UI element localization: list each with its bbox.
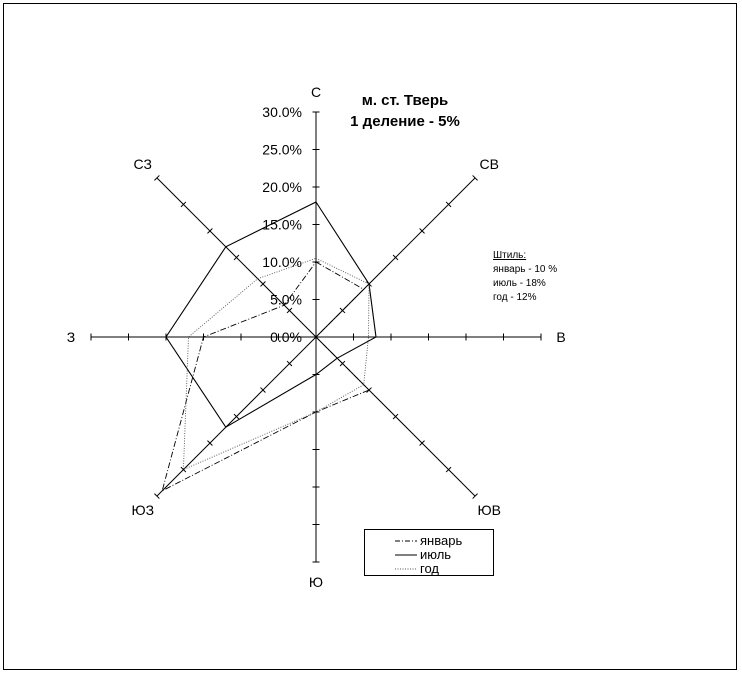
direction-label-6: З — [66, 329, 76, 345]
direction-label-5: ЮЗ — [131, 502, 155, 519]
tick-label: 5.0% — [270, 291, 302, 308]
legend-label-year: год — [420, 561, 439, 576]
tick-label: 30.0% — [262, 104, 302, 120]
calm-header: Штиль: — [493, 250, 527, 261]
tick-label: 10.0% — [262, 254, 302, 270]
chart-title-line1: м. ст. Тверь — [361, 92, 449, 109]
tick-label: 20.0% — [262, 179, 302, 195]
direction-label-7: СЗ — [133, 155, 152, 172]
calm-info — [493, 249, 557, 305]
series-line-1 — [166, 202, 376, 427]
chart-title-line2: 1 деление - 5% — [350, 113, 460, 130]
series-line-2 — [183, 258, 369, 469]
calm-july: июль - 18% — [493, 278, 546, 289]
legend-item-january — [365, 534, 493, 548]
tick-label: 25.0% — [262, 141, 302, 158]
legend-label-july: июль — [420, 547, 452, 562]
direction-label-2: В — [556, 329, 566, 345]
tick-label: 15.0% — [262, 216, 302, 233]
legend-item-july — [365, 548, 493, 562]
direction-label-0: С — [310, 84, 322, 100]
direction-label-3: ЮВ — [477, 502, 501, 519]
direction-label-1: СВ — [479, 155, 499, 172]
series-layer — [162, 202, 376, 491]
calm-january: январь - 10 % — [493, 264, 558, 275]
legend-item-year — [365, 562, 493, 576]
legend-label-january: январь — [420, 533, 463, 548]
tick-label: 0.0% — [270, 329, 302, 345]
direction-label-4: Ю — [308, 574, 324, 590]
calm-year: год - 12% — [493, 292, 537, 303]
chart-legend — [364, 529, 494, 576]
